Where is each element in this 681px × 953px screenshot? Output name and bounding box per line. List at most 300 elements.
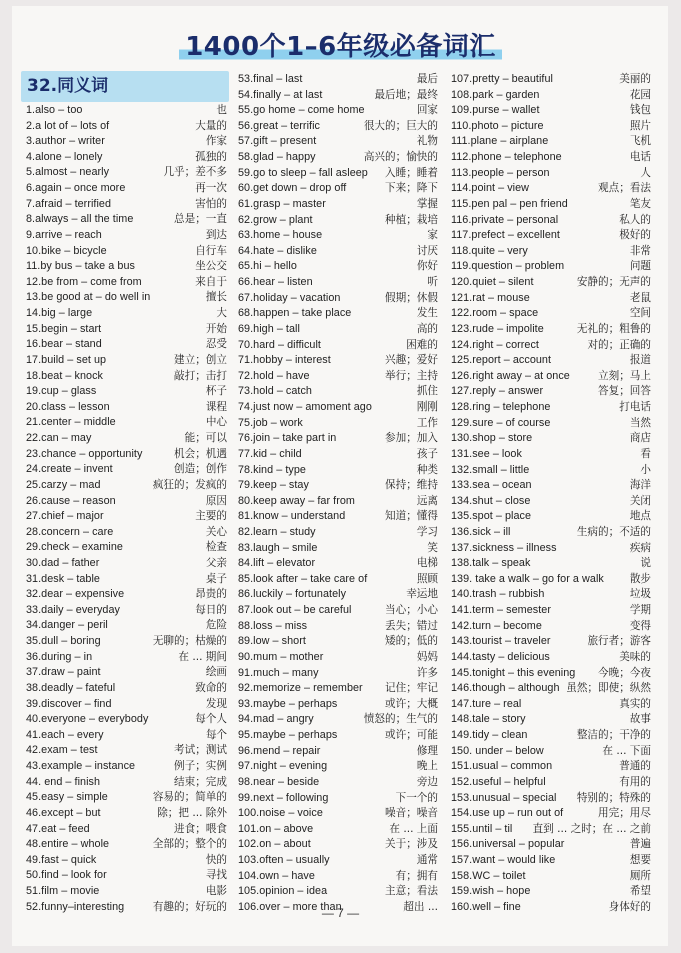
chinese-meaning: 最后: [416, 73, 438, 85]
english-pair: 4.alone – lonely: [26, 150, 103, 163]
chinese-meaning: 特别的；特殊的: [576, 791, 651, 804]
chinese-meaning: 兴趣；爱好: [385, 354, 438, 367]
chinese-meaning: 主意；看法: [385, 885, 438, 898]
vocab-entry: [238, 369, 438, 385]
english-pair: 2.a lot of – lots of: [26, 119, 110, 132]
english-pair: 148.tale – story: [451, 713, 526, 726]
english-pair: 109.purse – wallet: [451, 104, 540, 117]
chinese-meaning: 孩子: [416, 447, 438, 460]
english-pair: 145.tonight – this evening: [451, 666, 576, 679]
english-pair: 49.fast – quick: [26, 853, 97, 866]
vocab-entry: [26, 181, 227, 197]
vocab-entry: [451, 712, 651, 728]
english-pair: 83.laugh – smile: [238, 541, 318, 554]
vocab-entry: [238, 134, 438, 150]
chinese-meaning: 真实的: [619, 697, 651, 710]
chinese-meaning: 身体好的: [608, 900, 651, 913]
chinese-meaning: 进食；喂食: [174, 822, 227, 835]
english-pair: 8.always – all the time: [26, 213, 134, 226]
vocab-entry: [238, 712, 438, 728]
chinese-meaning: 有；拥有: [395, 869, 438, 882]
chinese-meaning: 大量的: [195, 119, 227, 132]
chinese-meaning: 讨厌: [416, 244, 438, 257]
english-pair: 22.can – may: [26, 432, 92, 445]
chinese-meaning: 当然: [629, 416, 651, 429]
vocab-entry: [238, 666, 438, 682]
chinese-meaning: 也: [216, 104, 227, 116]
chinese-meaning: 昂贵的: [195, 588, 227, 601]
english-pair: 132.small – little: [451, 463, 530, 476]
chinese-meaning: 听: [427, 276, 438, 289]
english-pair: 123.rude – impolite: [451, 322, 544, 335]
english-pair: 116.private – personal: [451, 213, 559, 226]
chinese-meaning: 普通的: [619, 760, 651, 773]
english-pair: 99.next – following: [238, 791, 329, 804]
chinese-meaning: 绘画: [205, 666, 227, 679]
vocab-entry: [238, 463, 438, 479]
english-pair: 124.right – correct: [451, 338, 539, 351]
vocab-entry: [238, 619, 438, 635]
english-pair: 106.over – more than: [238, 900, 342, 913]
vocab-entry: [238, 587, 438, 603]
english-pair: 93.maybe – perhaps: [238, 697, 338, 710]
chinese-meaning: 立刻；马上: [598, 369, 651, 382]
vocab-entry: [26, 212, 227, 228]
chinese-meaning: 生病的；不适的: [576, 525, 651, 538]
chinese-meaning: 变得: [629, 619, 651, 632]
english-pair: 150. under – below: [451, 744, 544, 757]
chinese-meaning: 报道: [629, 354, 651, 367]
chinese-meaning: 用完；用尽: [598, 807, 651, 820]
chinese-meaning: 开始: [205, 322, 227, 335]
english-pair: 80.keep away – far from: [238, 494, 355, 507]
chinese-meaning: 容易的；简单的: [152, 791, 227, 804]
chinese-meaning: 有趣的；好玩的: [152, 900, 227, 913]
chinese-meaning: 再一次: [195, 182, 227, 195]
chinese-meaning: 原因: [205, 494, 227, 507]
vocab-entry: [238, 384, 438, 400]
chinese-meaning: 或许；大概: [385, 697, 438, 710]
chinese-meaning: 小: [640, 463, 651, 476]
vocab-entry: [451, 697, 651, 713]
english-pair: 130.shop – store: [451, 432, 533, 445]
vocab-entry: [451, 134, 651, 150]
english-pair: 160.well – fine: [451, 900, 521, 913]
page-number: — 7 —: [321, 906, 360, 920]
vocab-entry: [26, 165, 227, 181]
english-pair: 91.much – many: [238, 666, 319, 679]
vocab-entry: [451, 353, 651, 369]
chinese-meaning: 地点: [629, 510, 651, 523]
vocab-entry: [451, 228, 651, 244]
vocab-entry: [451, 338, 651, 354]
chinese-meaning: 旅行者；游客: [587, 635, 651, 648]
english-pair: 26.cause – reason: [26, 494, 116, 507]
chinese-meaning: 杯子: [205, 385, 227, 398]
english-pair: 81.know – understand: [238, 510, 346, 523]
section-header: 32.同义词: [21, 71, 229, 102]
vocab-entry: [451, 822, 651, 838]
english-pair: 149.tidy – clean: [451, 729, 528, 742]
english-pair: 46.except – but: [26, 806, 101, 819]
chinese-meaning: 无礼的；粗鲁的: [576, 322, 651, 335]
vocab-entry: [26, 400, 227, 416]
chinese-meaning: 许多: [416, 666, 438, 679]
vocab-entry: [451, 556, 651, 572]
vocab-entry: [238, 697, 438, 713]
english-pair: 139. take a walk – go for a walk: [451, 572, 604, 585]
vocab-entry: [26, 697, 227, 713]
chinese-meaning: 父亲: [205, 556, 227, 569]
english-pair: 78.kind – type: [238, 463, 306, 476]
chinese-meaning: 无聊的；枯燥的: [152, 635, 227, 648]
vocab-entry: [451, 275, 651, 291]
vocab-entry: [451, 463, 651, 479]
english-pair: 157.want – would like: [451, 854, 556, 866]
english-pair: 10.bike – bicycle: [26, 244, 107, 257]
vocab-entry: [26, 540, 227, 556]
chinese-meaning: 私人的: [619, 213, 651, 226]
english-pair: 152.useful – helpful: [451, 775, 546, 788]
english-pair: 76.join – take part in: [238, 432, 337, 445]
english-pair: 19.cup – glass: [26, 385, 97, 398]
vocab-entry: [26, 228, 227, 244]
vocab-entry: [26, 853, 227, 869]
chinese-meaning: 很大的；巨大的: [363, 119, 438, 132]
english-pair: 48.entire – whole: [26, 838, 110, 851]
chinese-meaning: 远离: [416, 494, 438, 507]
vocab-entry: [238, 259, 438, 275]
english-pair: 71.hobby – interest: [238, 354, 331, 367]
vocab-entry: [238, 478, 438, 494]
english-pair: 153.unusual – special: [451, 791, 557, 804]
english-pair: 12.be from – come from: [26, 275, 142, 288]
chinese-meaning: 超出 ...: [403, 900, 438, 913]
chinese-meaning: 关心: [205, 525, 227, 538]
chinese-meaning: 发现: [205, 697, 227, 710]
english-pair: 6.again – once more: [26, 182, 126, 195]
chinese-meaning: 危险: [205, 619, 227, 632]
chinese-meaning: 当心；小心: [385, 604, 438, 617]
vocab-entry: [238, 884, 438, 900]
vocab-entry: [238, 556, 438, 572]
vocab-entry: [451, 853, 651, 869]
english-pair: 97.night – evening: [238, 760, 328, 773]
vocab-entry: [26, 353, 227, 369]
english-pair: 27.chief – major: [26, 510, 104, 523]
english-pair: 86.luckily – fortunately: [238, 588, 347, 601]
vocab-entry: [451, 384, 651, 400]
vocab-entry: [238, 103, 438, 119]
english-pair: 90.mum – mother: [238, 650, 324, 663]
vocab-entry: [238, 822, 438, 838]
english-pair: 20.class – lesson: [26, 400, 110, 413]
english-pair: 37.draw – paint: [26, 666, 101, 679]
english-pair: 85.look after – take care of: [238, 572, 368, 585]
english-pair: 34.danger – peril: [26, 619, 108, 632]
chinese-meaning: 美丽的: [619, 73, 651, 85]
vocab-entry: [451, 572, 651, 588]
english-pair: 61.grasp – master: [238, 197, 326, 210]
english-pair: 51.film – movie: [26, 885, 100, 897]
chinese-meaning: 大: [216, 307, 227, 320]
vocab-entry: [238, 416, 438, 432]
chinese-meaning: 工作: [416, 416, 438, 429]
chinese-meaning: 学期: [629, 604, 651, 617]
vocab-entry: [451, 603, 651, 619]
vocab-entry: [26, 447, 227, 463]
english-pair: 62.grow – plant: [238, 213, 313, 226]
english-pair: 134.shut – close: [451, 494, 531, 507]
english-pair: 101.on – above: [238, 822, 314, 835]
vocab-entry: [238, 634, 438, 650]
chinese-meaning: 丢失；错过: [385, 619, 438, 632]
english-pair: 120.quiet – silent: [451, 276, 534, 289]
english-pair: 47.eat – feed: [26, 822, 90, 835]
vocab-entry: [26, 618, 227, 634]
english-pair: 113.people – person: [451, 166, 550, 179]
vocab-entry: [26, 275, 227, 291]
vocab-entry: [451, 666, 651, 682]
english-pair: 7.afraid – terrified: [26, 197, 112, 210]
chinese-meaning: 疾病: [629, 541, 651, 554]
chinese-meaning: 例子；实例: [174, 760, 227, 773]
chinese-meaning: 极好的: [619, 229, 651, 242]
vocab-entry: [238, 509, 438, 525]
english-pair: 25.carzy – mad: [26, 478, 101, 491]
english-pair: 137.sickness – illness: [451, 541, 557, 554]
english-pair: 3.author – writer: [26, 135, 105, 148]
english-pair: 89.low – short: [238, 635, 306, 648]
english-pair: 87.look out – be careful: [238, 604, 352, 617]
english-pair: 14.big – large: [26, 307, 93, 320]
chinese-meaning: 问题: [629, 260, 651, 273]
chinese-meaning: 虽然；即使；纵然: [566, 682, 651, 695]
vocab-entry: [238, 197, 438, 213]
vocab-entry: [451, 634, 651, 650]
english-pair: 96.mend – repair: [238, 744, 321, 757]
vocab-entry: [238, 681, 438, 697]
english-pair: 118.quite – very: [451, 244, 528, 257]
chinese-meaning: 散步: [629, 572, 651, 585]
chinese-meaning: 忍受: [205, 338, 227, 351]
vocab-entry: [238, 775, 438, 791]
chinese-meaning: 高的: [416, 322, 438, 335]
chinese-meaning: 擅长: [205, 291, 227, 304]
vocab-entry: [26, 337, 227, 353]
english-pair: 18.beat – knock: [26, 369, 103, 382]
english-pair: 65.hi – hello: [238, 260, 297, 273]
english-pair: 52.funny–interesting: [26, 900, 125, 913]
english-pair: 143.tourist – traveler: [451, 635, 551, 648]
english-pair: 9.arrive – reach: [26, 228, 102, 241]
vocab-entry: [451, 103, 651, 119]
chinese-meaning: 全部的；整个的: [152, 838, 227, 851]
chinese-meaning: 笔友: [629, 197, 651, 210]
chinese-meaning: 参加；加入: [385, 432, 438, 445]
vocab-entry: [238, 400, 438, 416]
vocab-entry: [451, 306, 651, 322]
chinese-meaning: 说: [640, 557, 651, 570]
vocab-entry: [26, 790, 227, 806]
english-pair: 39.discover – find: [26, 697, 112, 710]
english-pair: 68.happen – take place: [238, 307, 352, 320]
chinese-meaning: 希望: [629, 885, 651, 898]
english-pair: 158.WC – toilet: [451, 869, 526, 882]
chinese-meaning: 害怕的: [195, 197, 227, 210]
english-pair: 60.get down – drop off: [238, 182, 347, 195]
vocab-entry: [451, 494, 651, 510]
chinese-meaning: 寻找: [205, 869, 227, 882]
chinese-meaning: 或许；可能: [385, 729, 438, 742]
english-pair: 122.room – space: [451, 307, 539, 320]
vocab-entry: [451, 509, 651, 525]
english-pair: 111.plane – airplane: [451, 135, 549, 148]
chinese-meaning: 看: [640, 447, 651, 460]
chinese-meaning: 建立；创立: [174, 353, 227, 366]
chinese-meaning: 保持；维持: [385, 479, 438, 492]
chinese-meaning: 人: [640, 166, 651, 179]
english-pair: 141.term – semester: [451, 604, 551, 617]
vocab-entry: [238, 244, 438, 260]
chinese-meaning: 困难的: [406, 338, 438, 351]
vocab-entry: [451, 150, 651, 166]
english-pair: 105.opinion – idea: [238, 885, 328, 898]
chinese-meaning: 关闭: [629, 494, 651, 507]
vocab-entry: [451, 806, 651, 822]
vocab-entry: [238, 291, 438, 307]
chinese-meaning: 每日的: [195, 603, 227, 616]
chinese-meaning: 故事: [629, 713, 651, 726]
chinese-meaning: 每个: [205, 728, 227, 741]
chinese-meaning: 美味的: [619, 650, 651, 663]
english-pair: 104.own – have: [238, 869, 315, 882]
english-pair: 35.dull – boring: [26, 635, 101, 648]
chinese-meaning: 发生: [416, 307, 438, 320]
english-pair: 23.chance – opportunity: [26, 447, 143, 460]
english-pair: 128.ring – telephone: [451, 401, 551, 414]
chinese-meaning: 矮的；低的: [385, 635, 438, 648]
chinese-meaning: 飞机: [629, 135, 651, 148]
vocab-entry: [26, 478, 227, 494]
english-pair: 77.kid – child: [238, 447, 302, 460]
vocab-entry: [451, 791, 651, 807]
english-pair: 135.spot – place: [451, 510, 532, 523]
chinese-meaning: 主要的: [195, 510, 227, 523]
vocab-entry: [26, 134, 227, 150]
english-pair: 133.sea – ocean: [451, 479, 532, 492]
english-pair: 126.right away – at once: [451, 369, 570, 382]
chinese-meaning: 结束；完成: [174, 775, 227, 788]
chinese-meaning: 举行；主持: [385, 369, 438, 382]
vocab-entry: [451, 775, 651, 791]
english-pair: 29.check – examine: [26, 541, 123, 554]
chinese-meaning: 在 ... 期间: [178, 650, 227, 663]
english-pair: 138.talk – speak: [451, 557, 531, 570]
vocab-entry: [26, 775, 227, 791]
vocab-entry: [238, 181, 438, 197]
chinese-meaning: 普遍: [629, 838, 651, 851]
chinese-meaning: 照片: [629, 119, 651, 132]
vocab-entry: [238, 572, 438, 588]
chinese-meaning: 电话: [629, 151, 651, 164]
vocab-entry: [238, 228, 438, 244]
english-pair: 156.universal – popular: [451, 838, 565, 851]
english-pair: 24.create – invent: [26, 463, 113, 476]
vocab-entry: [451, 587, 651, 603]
english-pair: 147.ture – real: [451, 697, 522, 710]
english-pair: 108.park – garden: [451, 88, 540, 101]
vocab-entry: [26, 259, 227, 275]
english-pair: 43.example – instance: [26, 760, 136, 773]
chinese-meaning: 观点；看法: [598, 182, 651, 195]
english-pair: 79.keep – stay: [238, 479, 309, 492]
vocab-entry: [451, 869, 651, 885]
vocab-entry: [26, 556, 227, 572]
chinese-meaning: 非常: [629, 244, 651, 257]
vocab-entry: [451, 884, 651, 900]
english-pair: 121.rat – mouse: [451, 291, 530, 304]
vocab-entry: [451, 369, 651, 385]
chinese-meaning: 关于；涉及: [385, 838, 438, 851]
vocab-entry: [451, 416, 651, 432]
vocab-entry: [26, 837, 227, 853]
english-pair: 82.learn – study: [238, 525, 316, 538]
chinese-meaning: 妈妈: [416, 650, 438, 663]
vocab-entry: [26, 197, 227, 213]
chinese-meaning: 笑: [427, 541, 438, 554]
english-pair: 98.near – beside: [238, 775, 320, 788]
vocab-entry: [238, 650, 438, 666]
chinese-meaning: 中心: [205, 416, 227, 429]
english-pair: 119.question – problem: [451, 260, 565, 273]
english-pair: 38.deadly – fateful: [26, 681, 116, 694]
chinese-meaning: 机会；机遇: [174, 447, 227, 460]
chinese-meaning: 除；把 ... 除外: [157, 806, 227, 819]
chinese-meaning: 作家: [205, 135, 227, 148]
vocab-entry: [451, 759, 651, 775]
english-pair: 92.memorize – remember: [238, 682, 363, 695]
vocab-entry: [451, 119, 651, 135]
chinese-meaning: 有用的: [619, 775, 651, 788]
english-pair: 75.job – work: [238, 416, 303, 429]
vocab-entry: [26, 431, 227, 447]
english-pair: 54.finally – at last: [238, 88, 323, 101]
vocab-entry: [26, 587, 227, 603]
vocab-entry: [451, 837, 651, 853]
chinese-meaning: 钱包: [629, 104, 651, 117]
chinese-meaning: 在 ... 下面: [602, 744, 651, 757]
english-pair: 159.wish – hope: [451, 885, 531, 898]
english-pair: 36.during – in: [26, 650, 93, 663]
english-pair: 117.prefect – excellent: [451, 229, 560, 242]
english-pair: 31.desk – table: [26, 572, 100, 585]
english-pair: 154.use up – run out of: [451, 807, 564, 820]
chinese-meaning: 打电话: [619, 401, 651, 414]
vocab-entry: [26, 103, 227, 119]
vocab-entry: [238, 525, 438, 541]
chinese-meaning: 疯狂的；发疯的: [152, 478, 227, 491]
vocab-entry: [451, 447, 651, 463]
chinese-meaning: 假期；休假: [385, 291, 438, 304]
english-pair: 94.mad – angry: [238, 713, 314, 726]
vocab-entry: [238, 72, 438, 88]
chinese-meaning: 回家: [416, 104, 438, 117]
chinese-meaning: 照顾: [416, 572, 438, 585]
chinese-meaning: 种植；栽培: [385, 213, 438, 226]
english-pair: 107.pretty – beautiful: [451, 73, 553, 85]
vocab-entry: [451, 88, 651, 104]
